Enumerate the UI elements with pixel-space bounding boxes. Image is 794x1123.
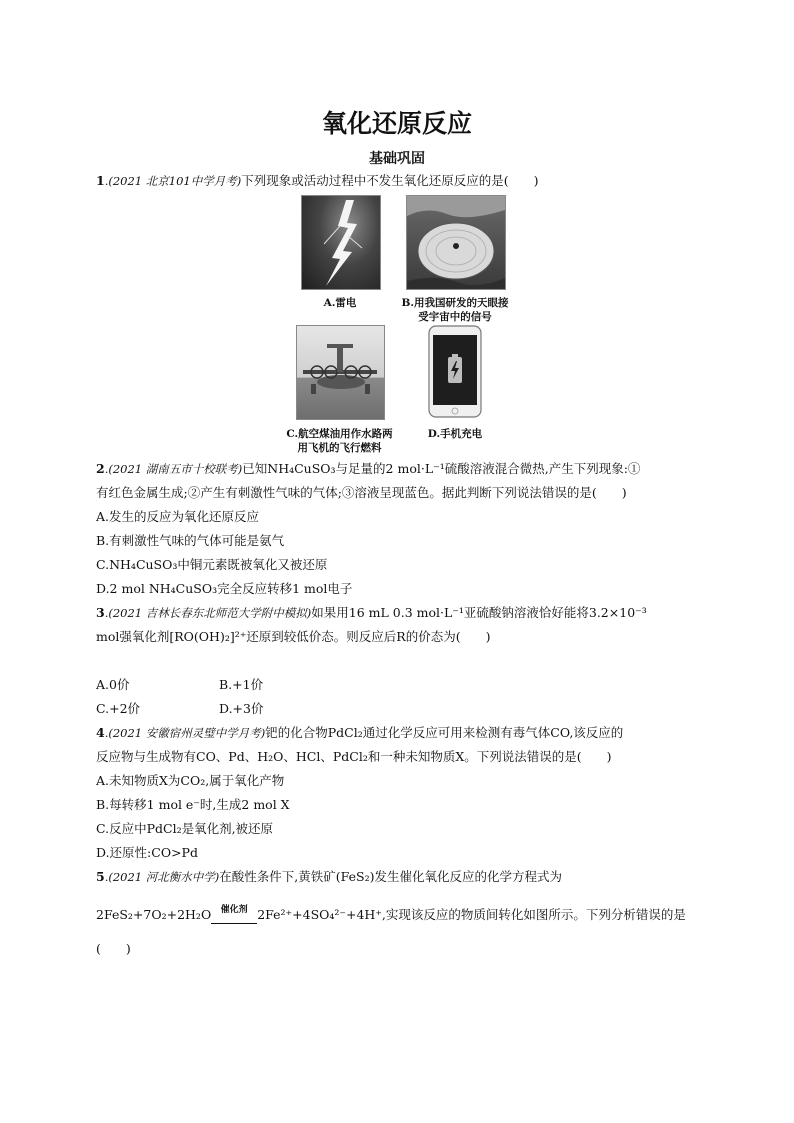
option-a: A.未知物质X为CO₂,属于氧化产物 xyxy=(96,773,285,788)
option-b: B.每转移1 mol e⁻时,生成2 mol X xyxy=(96,797,290,812)
question-text: 如果用16 mL 0.3 mol·L⁻¹亚硫酸钠溶液恰好能将3.2×10⁻³ xyxy=(311,605,647,620)
question-4-stem-cont: 反应物与生成物有CO、Pd、H₂O、HCl、PdCl₂和一种未知物质X。下列说法错误的是( ) xyxy=(96,749,612,764)
phone-charging-image xyxy=(428,325,482,418)
lightning-bolt-icon xyxy=(302,196,380,289)
question-text: 在酸性条件下,黄铁矿(FeS₂)发生催化氧化反应的化学方程式为 xyxy=(219,869,562,884)
question-text: 下列现象或活动过程中不发生氧化还原反应的是( ) xyxy=(241,173,539,188)
question-number: 3 xyxy=(96,605,105,620)
option-b: B.+1价 xyxy=(219,677,264,692)
question-2-stem xyxy=(96,460,640,478)
question-number: 4 xyxy=(96,725,105,740)
equation-products: 2Fe²⁺+4SO₄²⁻+4H⁺,实现该反应的物质间转化如图所示。下列分析错误的是 xyxy=(257,907,686,922)
caption-line: 用飞机的飞行燃料 xyxy=(297,442,382,454)
question-number: 5 xyxy=(96,869,105,884)
option-b: B.有刺激性气味的气体可能是氨气 xyxy=(96,533,285,548)
option-d-caption: D.手机充电 xyxy=(427,428,483,440)
question-number: 1 xyxy=(96,173,105,188)
question-1-stem xyxy=(96,172,538,190)
reaction-arrow xyxy=(211,905,257,924)
question-source: .(2021 河北衡水中学) xyxy=(104,870,220,884)
lightning-image xyxy=(301,195,381,290)
phone-battery-icon xyxy=(428,325,482,418)
radio-telescope-icon xyxy=(407,196,505,289)
question-2-stem-cont: 有红色金属生成;②产生有刺激性气味的气体;③溶液呈现蓝色。据此判断下列说法错误的是( ) xyxy=(96,485,627,500)
question-source: .(2021 吉林长春东北师范大学附中模拟) xyxy=(104,606,312,620)
equation-reactants: 2FeS₂+7O₂+2H₂O xyxy=(96,907,212,922)
question-text: 钯的化合物PdCl₂通过化学反应可用来检测有毒气体CO,该反应的 xyxy=(265,725,624,740)
option-a: A.0价 xyxy=(96,677,130,692)
section-heading: 基础巩固 xyxy=(369,151,425,167)
caption-line: B.用我国研发的天眼接 xyxy=(401,297,509,309)
option-d: D.+3价 xyxy=(219,701,264,716)
option-a-caption: A.雷电 xyxy=(323,297,357,309)
question-5-stem xyxy=(96,868,562,886)
catalyst-label: 催化剂 xyxy=(220,905,248,915)
option-d: D.2 mol NH₄CuSO₃完全反应转移1 mol电子 xyxy=(96,581,353,596)
page-title: 氧化还原反应 xyxy=(321,109,472,138)
telescope-image xyxy=(406,195,506,290)
question-source: .(2021 湖南五市十校联考) xyxy=(104,462,243,476)
seaplane-image xyxy=(296,325,385,420)
option-c: C.反应中PdCl₂是氧化剂,被还原 xyxy=(96,821,274,836)
question-text: 已知NH₄CuSO₃与足量的2 mol·L⁻¹硫酸溶液混合微热,产生下列现象:① xyxy=(242,461,641,476)
option-c-caption xyxy=(272,427,407,455)
question-source: .(2021 北京101中学月考) xyxy=(104,174,242,188)
question-source: .(2021 安徽宿州灵璧中学月考) xyxy=(104,726,266,740)
question-3-stem xyxy=(96,604,647,622)
option-a: A.发生的反应为氧化还原反应 xyxy=(96,509,260,524)
question-4-stem xyxy=(96,724,623,742)
option-c: C.NH₄CuSO₃中铜元素既被氧化又被还原 xyxy=(96,557,328,572)
option-d: D.还原性:CO>Pd xyxy=(96,845,198,860)
question-number: 2 xyxy=(96,461,105,476)
answer-parentheses: ( ) xyxy=(96,941,131,956)
question-3-stem-cont: mol强氧化剂[RO(OH)₂]²⁺还原到较低价态。则反应后R的价态为( ) xyxy=(96,629,491,644)
caption-line: C.航空煤油用作水路两 xyxy=(286,428,393,440)
chemical-equation xyxy=(96,906,686,924)
option-b-caption xyxy=(390,296,520,324)
option-c: C.+2价 xyxy=(96,701,141,716)
airplane-icon xyxy=(297,326,384,419)
caption-line: 受宇宙中的信号 xyxy=(418,311,492,323)
